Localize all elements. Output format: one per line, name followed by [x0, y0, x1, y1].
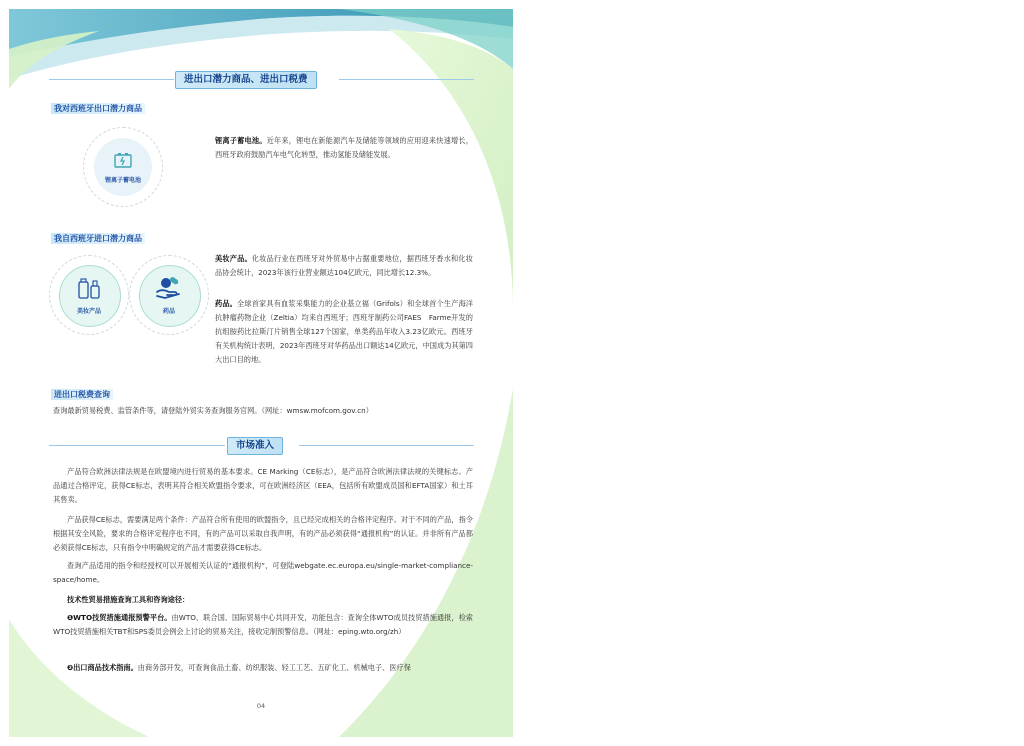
- battery-text: 近年来，锂电在新能源汽车及储能等领域的应用迎来快速增长，西班牙政府鼓励汽车电气化转型，推动氢能及储能发展。: [215, 136, 473, 159]
- market-paragraph-1: 产品符合欧洲法律法规是在欧盟境内进行贸易的基本要求。CE Marking（CE标志），是产品符合欧洲法律法规的关键标志。产品通过合格评定，获得CE标志，表明其符合相关欧盟指令要求，可在欧洲经济区（EEA，包括所有欧盟成员国和EFTA国家）和土耳其售卖。: [53, 467, 473, 504]
- cosmetics-text: 化妆品行业在西班牙对外贸易中占据重要地位，据西班牙香水和化妆品协会统计，2023年该行业营业额达104亿欧元，同比增长12.3%。: [215, 254, 473, 277]
- cosmetics-icon: [77, 278, 101, 300]
- market-paragraph-2: 产品获得CE标志，需要满足两个条件：产品符合所有使用的欧盟指令，且已经完成相关的合格评定程序。对于不同的产品，指令根据其安全风险，要求的合格评定程序也不同，有的产品可以采取自我声明，有的产品必须获得“通报机构”的认证。并非所有产品都必须获得CE标志，只有指令中明确规定的产品才需要获得CE标志。: [53, 515, 473, 552]
- pharma-paragraph-top: [215, 297, 473, 367]
- pharma-text: 全球首家具有血浆采集能力的企业基立福（Grifols）和全球首个生产海洋抗肿瘤药物企业（Zeltia）均来自西班牙；西班牙制药公司FAES Farme开发的抗组胺药比拉斯汀片销售全球127个国家，单类药品年收入3.23亿欧元。西班牙有关机构统计表明，2023年西班牙对华药品出口额达14亿欧元，中国成为其第四大出口目的地。: [215, 299, 473, 364]
- battery-title: 锂离子蓄电池。: [215, 136, 267, 145]
- tax-query-text: 查询最新贸易税费、监管条件等，请登陆外贸实务查询服务官网。（网址：wmsw.mofcom.gov.cn）: [53, 406, 373, 415]
- cosmetics-icon-circle: [49, 255, 129, 335]
- cosmetics-title: 美妆产品。: [215, 254, 252, 263]
- battery-icon-circle: [83, 127, 163, 207]
- tbt-tools-heading: 技术性贸易措施查询工具和咨询途径：: [67, 595, 190, 604]
- pharma-title: 药品。: [215, 299, 238, 308]
- market-paragraph-guide: [53, 661, 473, 675]
- pharma-icon-label: 药品: [162, 308, 175, 315]
- market-paragraph-3: 查询产品适用的指令和经授权可以开展相关认证的“通报机构”，可登陆webgate.ec.europa.eu/single-market-compliance-space/home。: [53, 561, 473, 584]
- guide-text: 由商务部开发，可查询食品土畜、纺织服装、轻工工艺、五矿化工、机械电子、医疗保: [137, 663, 411, 672]
- section-heading-market: [49, 437, 474, 453]
- section-heading-trade: [49, 71, 474, 87]
- pharma-icon-circle: [129, 255, 209, 335]
- subheading-import: 我自西班牙进口潜力商品: [51, 233, 145, 244]
- battery-icon-label: 锂离子蓄电池: [104, 177, 141, 184]
- document-page: [9, 9, 513, 737]
- subheading-export: 我对西班牙出口潜力商品: [51, 103, 145, 114]
- page-number: 04: [256, 702, 266, 710]
- wto-text: 由WTO、联合国、国际贸易中心共同开发，功能包含：查询全体WTO成员技贸措施通报，检索WTO技贸措施相关TBT和SPS委员会例会上讨论的贸易关注，接收定制预警信息。（网址：eping.wto.org/zh）: [53, 613, 473, 636]
- cosmetics-icon-label: 美妆产品: [76, 308, 101, 315]
- section-title: 进出口潜力商品、进出口税费: [175, 71, 317, 89]
- section-title: 市场准入: [227, 437, 283, 455]
- medicine-hand-icon: [155, 276, 183, 300]
- guide-title: ❷出口商品技术指南。: [67, 663, 138, 672]
- market-paragraph-wto: [53, 611, 473, 639]
- cosmetics-paragraph: [215, 252, 473, 280]
- wto-title: ❶WTO技贸措施通报预警平台。: [67, 613, 172, 622]
- battery-icon: [114, 152, 132, 168]
- battery-paragraph: [215, 134, 473, 162]
- subheading-tax: 进出口税费查询: [51, 389, 113, 400]
